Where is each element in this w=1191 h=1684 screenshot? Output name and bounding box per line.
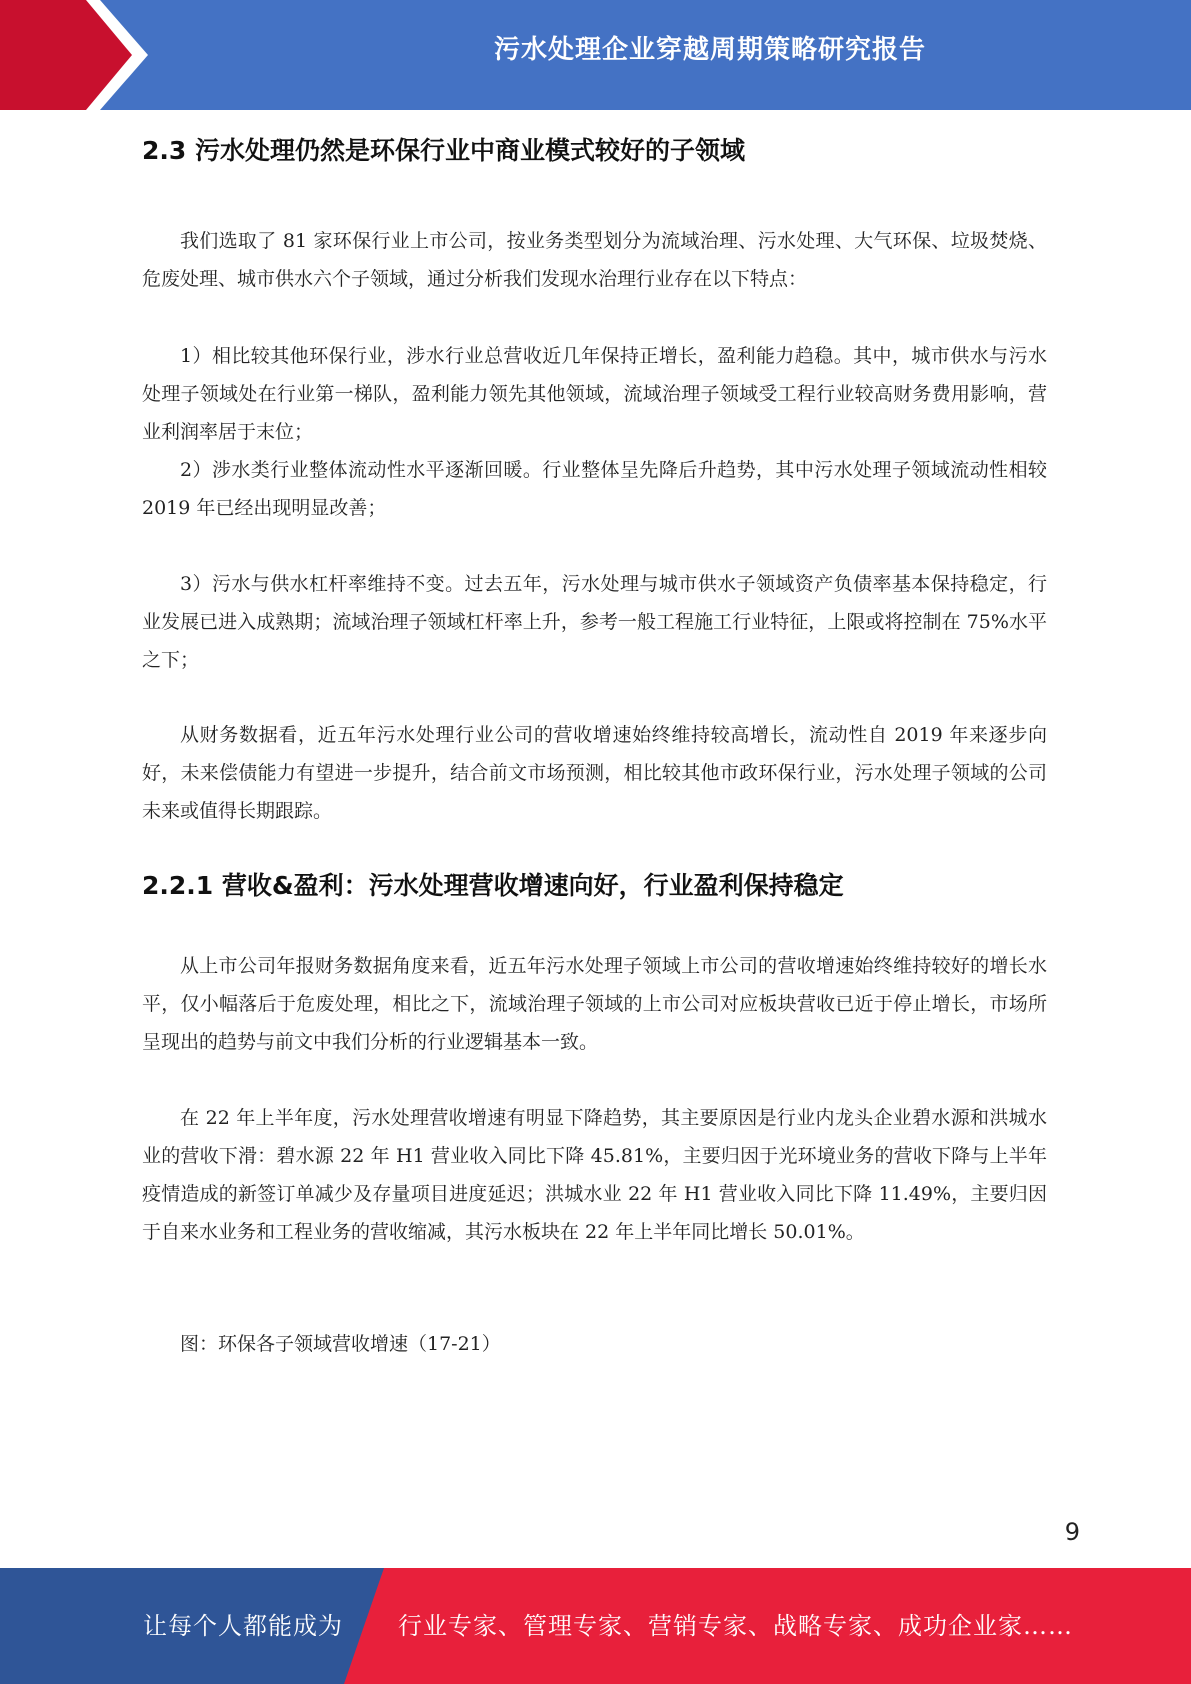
intro-paragraph: 我们选取了 81 家环保行业上市公司，按业务类型划分为流域治理、污水处理、大气环保、垃圾焚烧、危废处理、城市供水六个子领域，通过分析我们发现水治理行业存在以下特点： — [142, 230, 1047, 290]
conclusion-paragraph: 从财务数据看，近五年污水处理行业公司的营收增速始终维持较高增长，流动性自 2019 年来逐步向好，未来偿债能力有望进一步提升，结合前文市场预测，相比较其他市政环保行业，污水处理子领域的公司未来或值得长期跟踪。 — [142, 724, 1047, 822]
footer-slogan-right: 行业专家、管理专家、营销专家、战略专家、成功企业家…… — [398, 1612, 1073, 1640]
h1-decline-paragraph: 在 22 年上半年度，污水处理营收增速有明显下降趋势，其主要原因是行业内龙头企业碧水源和洪城水业的营收下滑：碧水源 22 年 H1 营业收入同比下降 45.81%，主要归因于光环境业务的营收下降与上半年疫情造成的新签订单减少及存量项目进度延迟；洪城水业 22 年 H1 营业收入同比下降 11.49%，主要归因于自来水业务和工程业务的营收缩减，其污水板块在 22 年上半年同比增长 50.01%。 — [142, 1107, 1047, 1243]
header-arrow-decoration — [0, 0, 160, 110]
page-number: 9 — [1064, 1518, 1080, 1546]
footer-slogan-left: 让每个人都能成为 — [143, 1612, 343, 1640]
figure-caption: 图：环保各子领域营收增速（17-21） — [180, 1333, 501, 1355]
point-3-paragraph: 3）污水与供水杠杆率维持不变。过去五年，污水处理与城市供水子领域资产负债率基本保持稳定，行业发展已进入成熟期；流域治理子领域杠杆率上升，参考一般工程施工行业特征，上限或将控制在 75%水平之下； — [142, 573, 1047, 671]
page-footer — [0, 1568, 1191, 1684]
revenue-paragraph: 从上市公司年报财务数据角度来看，近五年污水处理子领域上市公司的营收增速始终维持较好的增长水平，仅小幅落后于危废处理，相比之下，流域治理子领域的上市公司对应板块营收已近于停止增长，市场所呈现出的趋势与前文中我们分析的行业逻辑基本一致。 — [142, 955, 1047, 1053]
section-heading-2-3: 2.3 污水处理仍然是环保行业中商业模式较好的子领域 — [142, 136, 745, 165]
point-2-paragraph: 2）涉水类行业整体流动性水平逐渐回暖。行业整体呈先降后升趋势，其中污水处理子领域流动性相较 2019 年已经出现明显改善； — [142, 459, 1047, 519]
page-header — [0, 0, 1191, 110]
report-title: 污水处理企业穿越周期策略研究报告 — [493, 35, 926, 65]
point-1-paragraph: 1）相比较其他环保行业，涉水行业总营收近几年保持正增长，盈利能力趋稳。其中，城市供水与污水处理子领域处在行业第一梯队，盈利能力领先其他领域，流域治理子领域受工程行业较高财务费用影响，营业利润率居于末位； — [142, 345, 1047, 443]
section-heading-2-2-1: 2.2.1 营收&盈利：污水处理营收增速向好，行业盈利保持稳定 — [142, 871, 844, 900]
